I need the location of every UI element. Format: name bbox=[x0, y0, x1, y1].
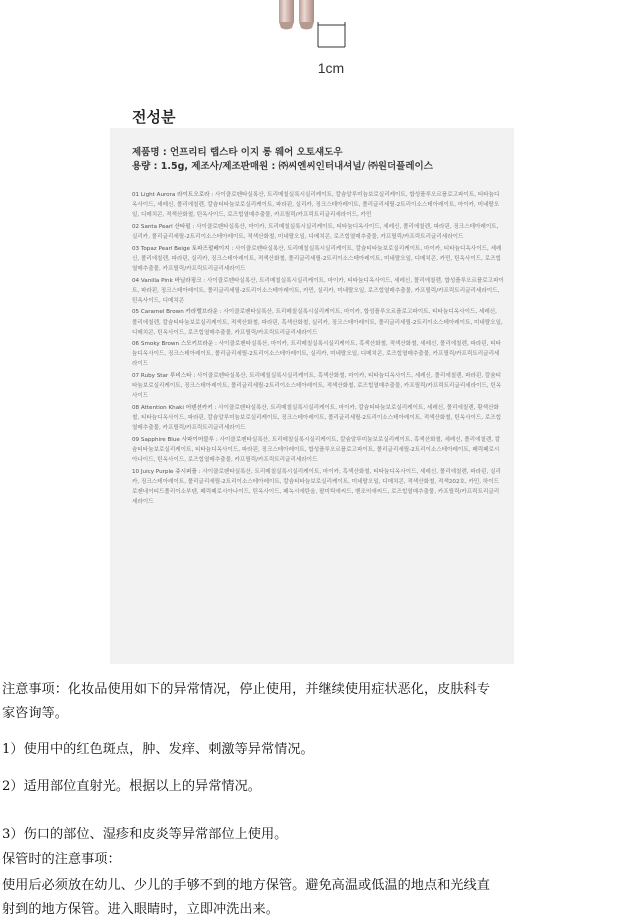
ingredient-shade-name: 03 Topaz Pearl Beige 토파즈펄베이지 : bbox=[132, 245, 234, 252]
ingredient-item bbox=[132, 403, 504, 433]
ingredient-item bbox=[132, 435, 504, 465]
pencil-body-left bbox=[279, 0, 294, 22]
ingredient-shade-name: 09 Sapphire Blue 사파이어블루 : bbox=[132, 436, 218, 443]
ingredient-shade-name: 08 Attention Khaki 어텐션카키 : bbox=[132, 405, 217, 412]
ingredient-item bbox=[132, 339, 504, 369]
ingredient-text: 사이클로펜타실록산, 마이카, 트리메칠실록시실리케이트, 흑색산화철, 적색산화철, 세레신, 폴리에칠렌, 파라핀, 티타늄디옥사이드, 징크스테아레이트, 폴리글리세릴-2트리이소스테아레이트, 실리카, 미네랄오일, 디메치콘, 로즈힙열매추출물, 카프릴릭/카프릭트리글리세라이드 bbox=[132, 341, 502, 368]
ingredient-shade-name: 10 Juicy Purple 쥬시퍼플 : bbox=[132, 468, 201, 475]
product-image bbox=[0, 0, 620, 90]
ingredient-item bbox=[132, 276, 504, 306]
ingredient-text: 사이클로펜타실록산, 트리메칠실록시실리케이트, 마이카, 칼슘티타늄보로실리케이트, 세레신, 폴리에칠렌, 황색산화철, 티타늄디옥사이드, 파라핀, 칼슘알루미늄보로실리케이트, 징크스테아레이트, 폴리글리세릴-2트리이소스테아레이트, 적색산화철, 틴옥사이드, 로즈힙열매추출물, 카프릴릭/카프릭트리글리세라이드 bbox=[132, 405, 502, 432]
ingredient-text: 사이클로펜타실록산, 마이카, 트리메칠실록시실리케이트, 티타늄디옥사이드, 세레신, 폴리에칠렌, 파라핀, 징크스테아레이트, 실리카, 폴리글리세릴-2트리이소스테아레이트, 적색산화철, 미네랄오일, 디메치콘, 로즈힙열매추출물, 카프릴릭/카프릭트리글리세라이드 bbox=[132, 223, 499, 240]
product-meta bbox=[132, 146, 512, 174]
ingredient-shade-name: 04 Vanilla Pink 바닐라핑크 : bbox=[132, 277, 206, 284]
ingredient-shade-name: 06 Smoky Brown 스모키브라운 : bbox=[132, 341, 217, 348]
ingredient-shade-name: 02 Santa Pearl 산타펄 : bbox=[132, 223, 195, 230]
panel-heading: 전성분 bbox=[132, 108, 176, 126]
ingredient-text: 사이클로펜타실록산, 트리메칠실록시실리케이트, 칼슘알루미늄보로실리케이트, 흑색산화철, 세레신, 폴리에칠렌, 칼슘티타늄보로실리케이트, 티타늄디옥사이드, 파라핀, 징크스테아레이트, 합성플루오르플로고파이트, 폴리글리세릴-2트리이소스테아레이트, 페릭페로시아나이드, 틴옥사이드, 로즈힙열매추출물, 카프릴릭/카프릭트리글리세라이드 bbox=[132, 436, 501, 464]
note-line: 注意事项：化妆品使用如下的异常情况，停止使用，并继续使用症状恶化，皮肤科专 bbox=[2, 682, 490, 697]
ingredient-shade-name: 01 Light Aurora 라이트오로라 : bbox=[132, 192, 214, 198]
ingredient-item bbox=[132, 222, 504, 242]
ingredient-text: 사이클로펜타실록산, 트리메칠실록시실리케이트, 마이카, 티타늄디옥사이드, 세레신, 폴리에칠렌, 합성플루오르플로고파이트, 파라핀, 징크스테아레이트, 폴리글리세릴-2트리이소스테아레이트, 카민, 실리카, 미네랄오일, 로즈힙열매추출물, 카프릴릭/카프릭트리글리세라이드, 틴옥사이드, 디메치콘 bbox=[132, 277, 504, 304]
ingredient-text: 사이클로펜타실록산, 트리메칠실록시실리케이트, 흑색산화철, 마이카, 티타늄디옥사이드, 세레신, 폴리에칠렌, 파라핀, 칼슘티타늄보로실리케이트, 징크스테아레이트, 폴리글리세릴-2트리이소스테아레이트, 적색산화철, 로즈힙열매추출물, 카프릴릭/카프릭트리글리세라이드, 틴옥사이드 bbox=[132, 373, 502, 400]
ingredient-text: 사이클로펜타실록산, 트리메칠실록시실리케이트, 마이카, 합성플루오르플로고파이트, 티타늄디옥사이드, 세레신, 폴리에칠렌, 칼슘티타늄보로실리케이트, 적색산화철, 파라핀, 흑색산화철, 실리카, 징크스테아레이트, 폴리글리세릴-2트리이소스테아레이트, 미네랄오일, 디메치콘, 틴옥사이드, 로즈힙열매추출물, 카프릴릭/카프릭트리글리세라이드 bbox=[132, 309, 503, 336]
ingredient-item bbox=[132, 371, 504, 401]
note-line: 2）适用部位直射光。根据以上的异常情况。 bbox=[2, 779, 261, 794]
note-line: 使用后必须放在幼儿、少儿的手够不到的地方保管。避免高温或低温的地点和光线直 bbox=[2, 878, 490, 893]
note-line: 家咨询等。 bbox=[2, 706, 68, 721]
note-line: 射到的地方保管。进入眼睛时，立即冲洗出来。 bbox=[2, 902, 279, 917]
note-line: 保管时的注意事项： bbox=[2, 852, 121, 867]
pencil-tip-left bbox=[279, 22, 294, 30]
product-name-line: 제품명 : 언프리티 랩스타 이지 롱 웨어 오토섀도우 bbox=[132, 147, 343, 158]
volume-line: 용량 : 1.5g, 제조사/제조판매원 : ㈜씨엔씨인터내셔널/ ㈜원더플레이스 bbox=[132, 161, 433, 172]
pencil-body-right bbox=[299, 0, 314, 22]
ingredient-list bbox=[132, 190, 504, 509]
ingredient-shade-name: 05 Caramel Brown 카라멜브라운 : bbox=[132, 309, 222, 316]
ingredient-shade-name: 07 Ruby Star 루비스타 : bbox=[132, 373, 196, 380]
note-line: 3）伤口的部位、湿疹和皮炎等异常部位上使用。 bbox=[2, 827, 288, 842]
ingredient-item bbox=[132, 307, 504, 337]
dimension-label: 1cm bbox=[317, 60, 345, 76]
pencil-tip-right bbox=[299, 22, 314, 30]
ingredient-item bbox=[132, 190, 504, 220]
note-line: 1）使用中的红色斑点，肿、发痒、刺激等异常情况。 bbox=[2, 742, 314, 757]
ingredient-text: 사이클로펜타실록산, 트리메칠실록시실리케이트, 마이카, 흑색산화철, 티타늄디옥사이드, 세레신, 폴리에칠렌, 파라핀, 실리카, 징크스테아레이트, 폴리글리세릴-2트리이소스테아레이트, 칼슘티타늄보로실리케이트, 미네랄오일, 디메치콘, 적색산화철, 적색202호, 카민, 하이드로젠네이티드폴리이소부텐, 페릭페로시아나이드, 틴옥사이드, 페녹시에탄올, 팔미틱애씨드, 벤조익애씨드, 로즈힙열매추출물, 카프릴릭/카프릭트리글리세라이드 bbox=[132, 468, 501, 506]
ingredient-text: 사이클로펜타실록산, 트리메칠실록시실리케이트, 칼슘알루미늄보로실리케이트, 합성플루오르플로고파이트, 티타늄디옥사이드, 세레신, 폴리에칠렌, 칼슘티타늄보로실리케이트, 파라핀, 실리카, 징크스테아레이트, 폴리글리세릴-2트리이소스테아레이트, 마이카, 미네랄오일, 디메치콘, 적색산화철, 틴옥사이드, 로즈힙열매추출물, 카프릴릭/카프릭트리글리세라이드, 카민 bbox=[132, 192, 500, 219]
ingredient-item bbox=[132, 467, 504, 507]
ingredient-item bbox=[132, 244, 504, 274]
ingredient-text: 사이클로펜타실록산, 트리메칠실록시실리케이트, 칼슘티타늄보로실리케이트, 마이카, 티타늄디옥사이드, 세레신, 폴리에칠렌, 파라핀, 실리카, 징크스테아레이트, 적색산화철, 폴리글리세릴-2트리이소스테아레이트, 미네랄오일, 디메치콘, 카민, 틴옥사이드, 로즈힙열매추출물, 카프릴릭/카프릭트리글리세라이드 bbox=[132, 245, 502, 272]
